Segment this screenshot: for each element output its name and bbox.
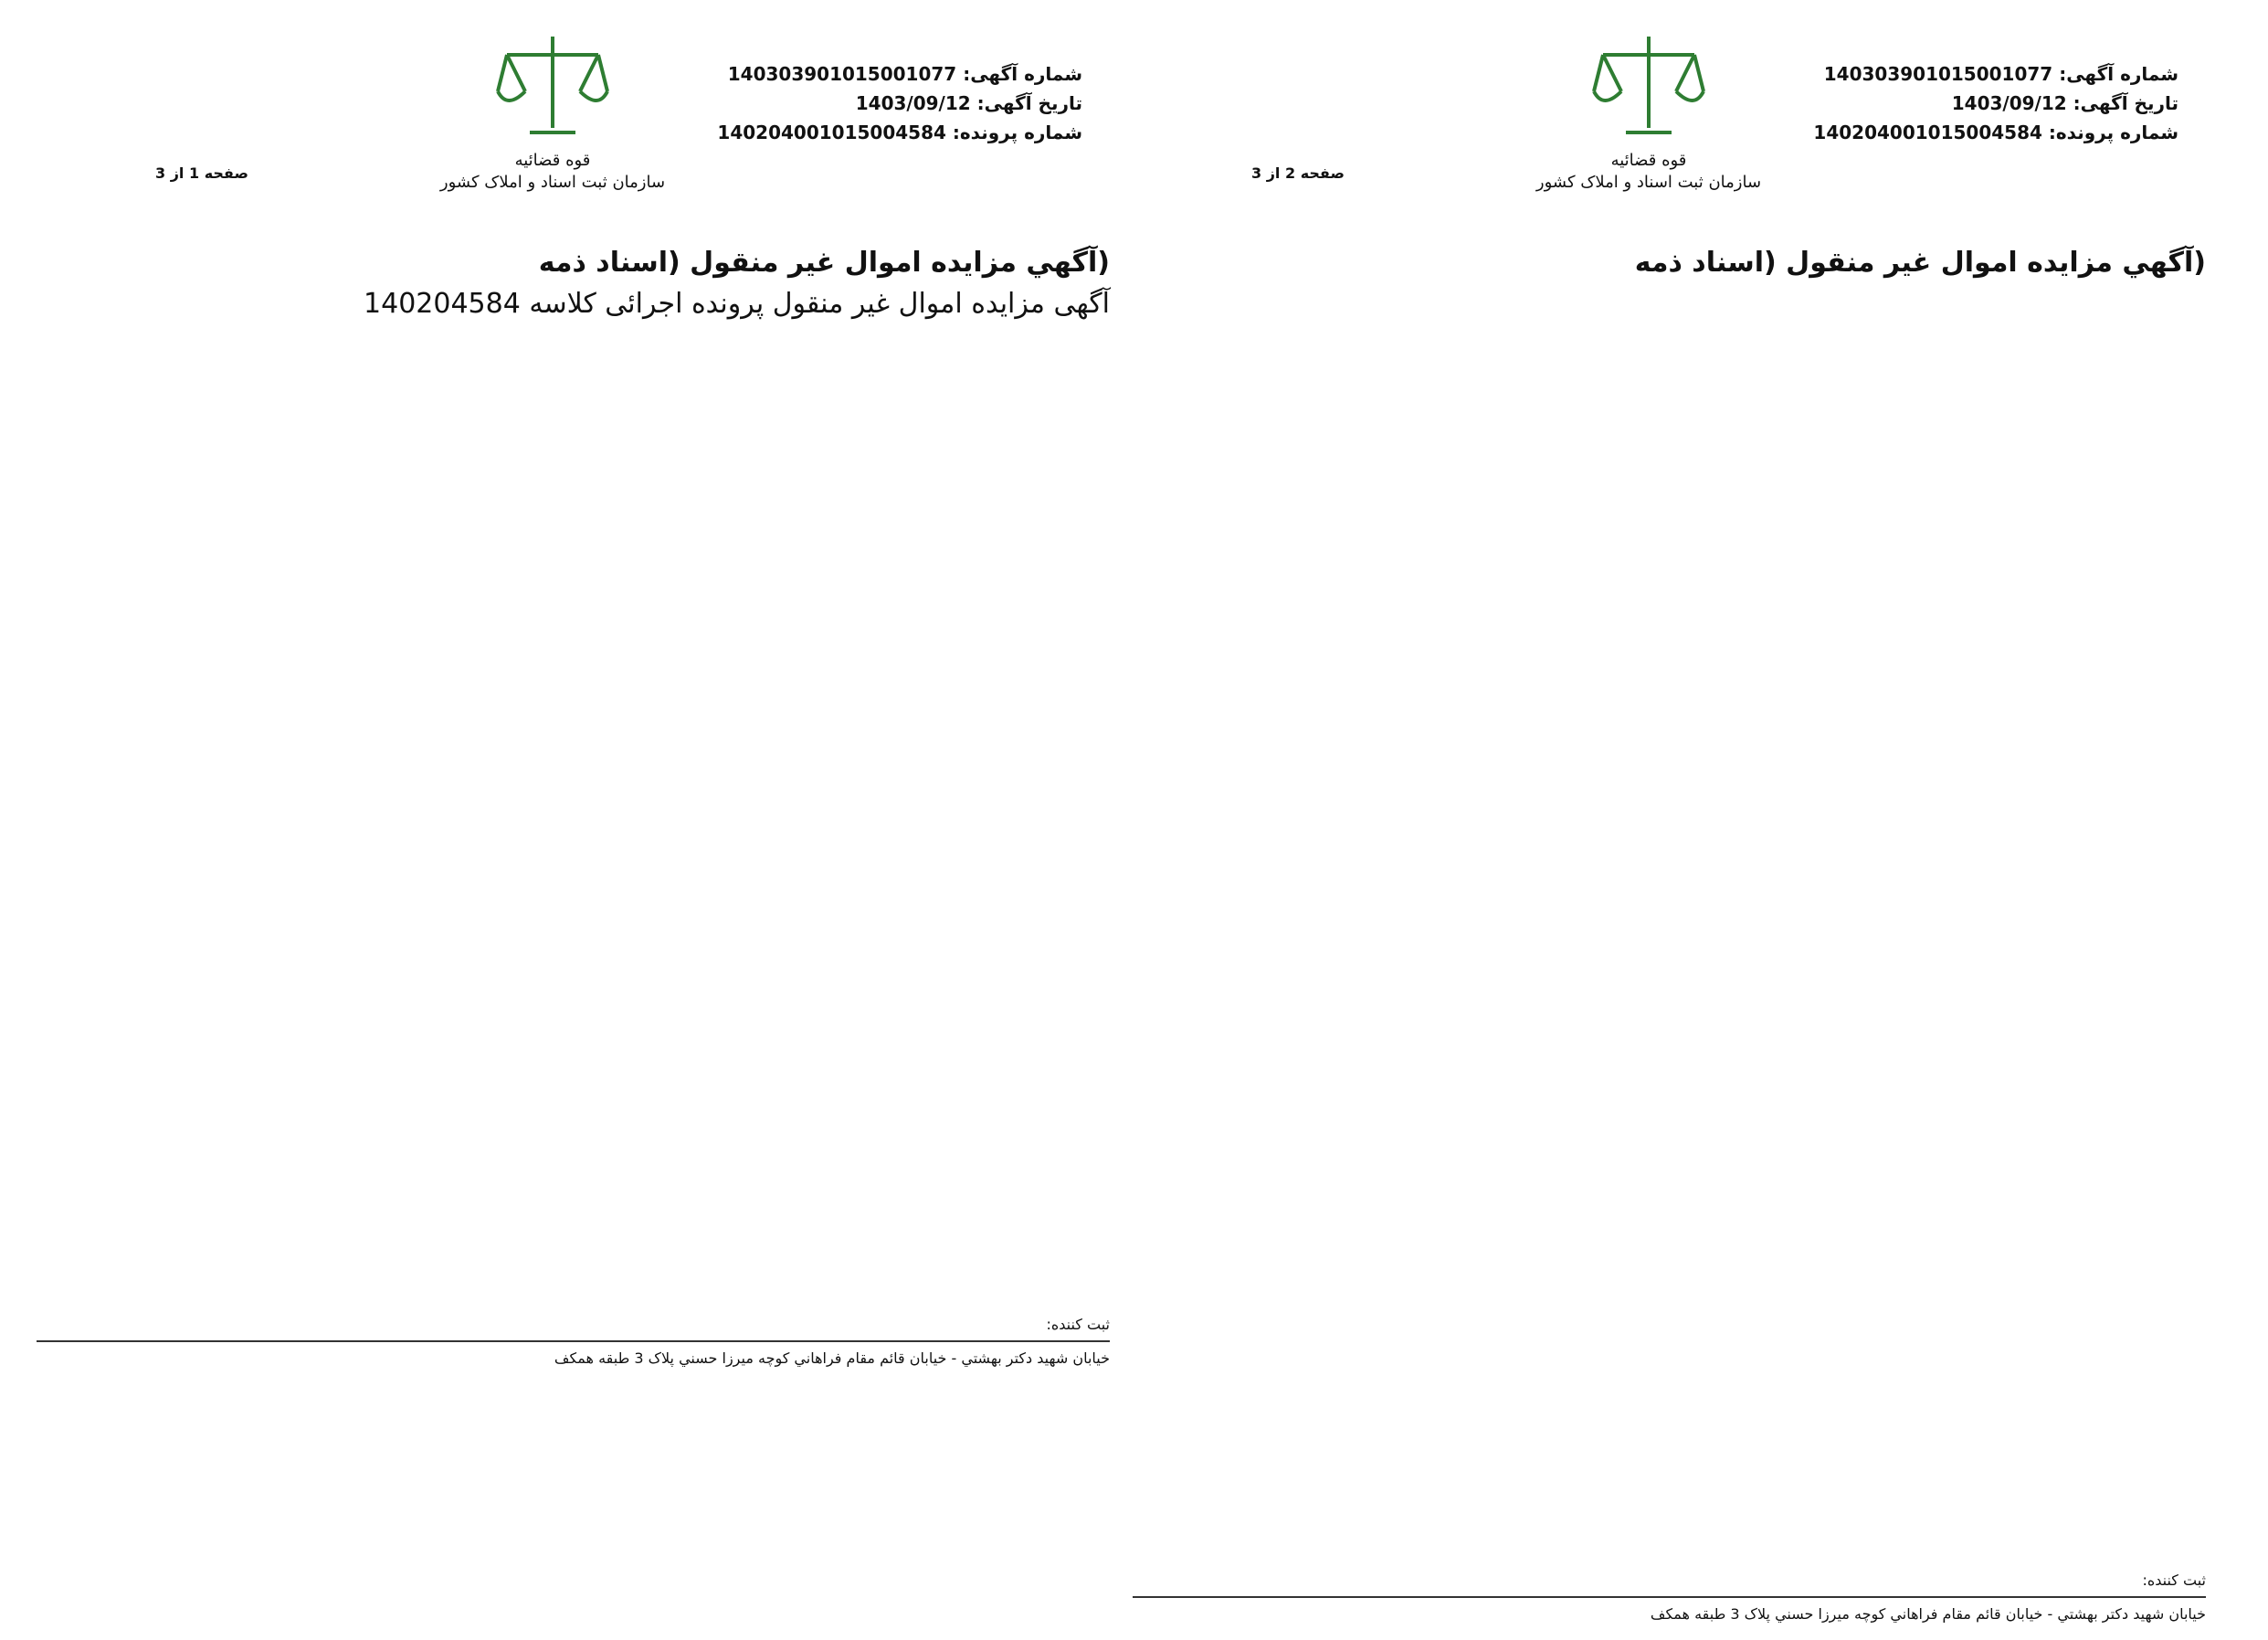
page-footer [37, 1316, 1110, 1367]
registrar-label: ثبت کننده: [1046, 1316, 1110, 1333]
page-subtitle: آگهی مزایده اموال غیر منقول پرونده اجرائی کلاسه 140204584 [364, 288, 1110, 320]
judiciary-emblem: قوه قضائیه سازمان ثبت اسناد و املاک کشور [1525, 27, 1772, 210]
page-title: (آگهي مزايده اموال غير منقول (اسناد ذمه [538, 247, 1110, 279]
page-number: صفحه 2 از 3 [1251, 164, 1345, 182]
case-number: 140204001015004584 [1813, 122, 2042, 143]
notice-meta: شماره آگهی: 140303901015001077 تاریخ آگهی: 1403/09/12 شماره پرونده: 140204001015004584 [717, 63, 1082, 143]
scales-of-justice-icon [1585, 27, 1713, 146]
registrar-label: ثبت کننده: [2142, 1571, 2206, 1589]
page-column-right [1133, 18, 2206, 1622]
page-number: صفحه 1 از 3 [155, 164, 248, 182]
judiciary-emblem: قوه قضائیه سازمان ثبت اسناد و املاک کشور [429, 27, 676, 210]
page-footer [1133, 1571, 2206, 1623]
header [1133, 18, 2206, 228]
page-title: (آگهي مزايده اموال غير منقول (اسناد ذمه [1634, 247, 2206, 279]
notice-number: 140303901015001077 [1823, 63, 2053, 85]
page-column-left [37, 18, 1110, 1622]
footer-address: خيابان شهيد دكتر بهشتي - خيابان قائم مقام فراهاني كوچه ميرزا حسني پلاک 3 طبقه همكف [1650, 1605, 2206, 1623]
scales-of-justice-icon [489, 27, 617, 146]
footer-address: خيابان شهيد دكتر بهشتي - خيابان قائم مقام فراهاني كوچه ميرزا حسني پلاک 3 طبقه همكف [554, 1349, 1110, 1367]
header [37, 18, 1110, 228]
notice-meta: شماره آگهی: 140303901015001077 تاریخ آگهی: 1403/09/12 شماره پرونده: 140204001015004584 [1813, 59, 2178, 147]
notice-date: 1403/09/12 [1951, 92, 2067, 114]
